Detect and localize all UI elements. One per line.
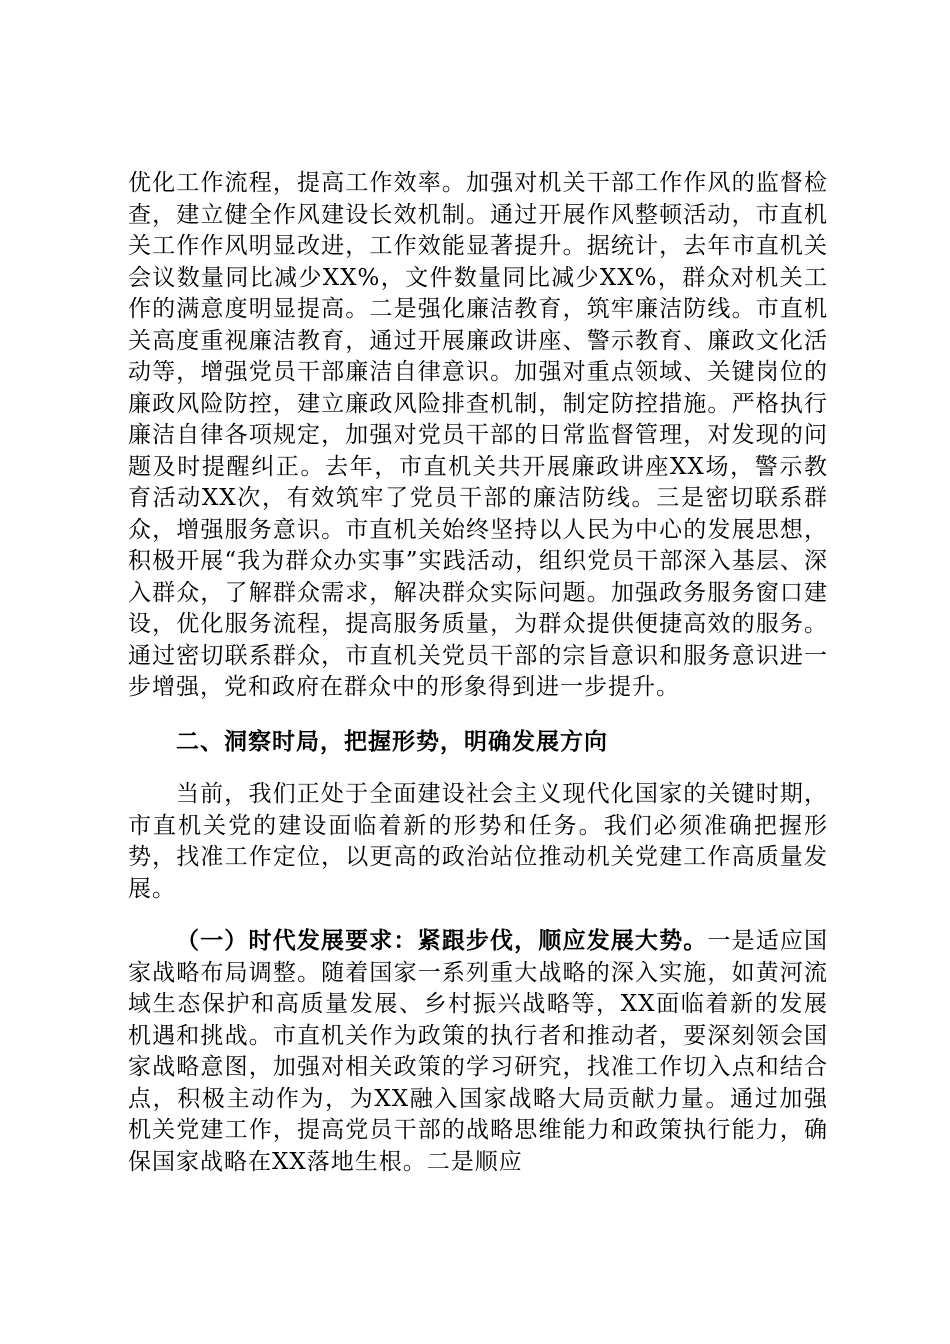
paragraph-current-situation: 当前，我们正处于全面建设社会主义现代化国家的关键时期，市直机关党的建设面临着新的形势和任务。我们必须准确把握形势，找准工作定位，以更高的政治站位推动机关党建工作高质量发展。 — [128, 781, 828, 902]
subheading-lead: （一）时代发展要求：紧跟步伐，顺应发展大势。 — [176, 928, 708, 954]
paragraph-body-text: 一是适应国家战略布局调整。随着国家一系列重大战略的深入实施，如黄河流域生态保护和高质量发展、乡村振兴战略等，XX面临着新的发展机遇和挑战。市直机关作为政策的执行者和推动者，要深刻领会国家战略意图，加强对相关政策的学习研究，找准工作切入点和结合点，积极主动作为，为XX融入国家战略大局贡献力量。通过加强机关党建工作，提高党员干部的战略思维能力和政策执行能力，确保国家战略在XX落地生根。二是顺应 — [128, 928, 829, 1175]
paragraph-era-requirements — [128, 926, 828, 1178]
document-body — [128, 168, 828, 1178]
paragraph-continued: 优化工作流程，提高工作效率。加强对机关干部工作作风的监督检查，建立健全作风建设长效机制。通过开展作风整顿活动，市直机关工作作风明显改进，工作效能显著提升。据统计，去年市直机关会议数量同比减少XX%，文件数量同比减少XX%，群众对机关工作的满意度明显提高。二是强化廉洁教育，筑牢廉洁防线。市直机关高度重视廉洁教育，通过开展廉政讲座、警示教育、廉政文化活动等，增强党员干部廉洁自律意识。加强对重点领域、关键岗位的廉政风险防控，建立廉政风险排查机制，制定防控措施。严格执行廉洁自律各项规定，加强对党员干部的日常监督管理，对发现的问题及时提醒纠正。去年，市直机关共开展廉政讲座XX场，警示教育活动XX次，有效筑牢了党员干部的廉洁防线。三是密切联系群众，增强服务意识。市直机关始终坚持以人民为中心的发展思想，积极开展“我为群众办实事”实践活动，组织党员干部深入基层、深入群众，了解群众需求，解决群众实际问题。加强政务服务窗口建设，优化服务流程，提高服务质量，为群众提供便捷高效的服务。通过密切联系群众，市直机关党员干部的宗旨意识和服务意识进一步增强，党和政府在群众中的形象得到进一步提升。 — [128, 170, 828, 700]
section-heading-2: 二、洞察时局，把握形势，明确发展方向 — [176, 728, 608, 755]
